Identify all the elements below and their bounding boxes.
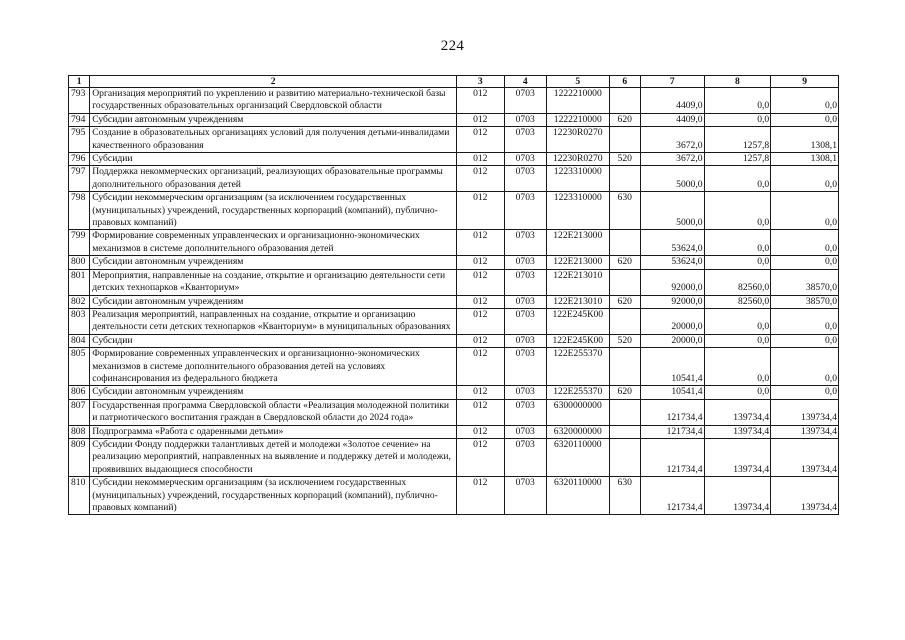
cell-ministry-code: 012 (457, 127, 504, 153)
cell-amount-col-8: 0,0 (704, 308, 771, 334)
cell-ministry-code: 012 (457, 256, 504, 269)
column-header-6: 6 (609, 76, 640, 88)
cell-row-number: 803 (69, 308, 90, 334)
cell-row-number: 805 (69, 348, 90, 386)
table-row (69, 269, 839, 295)
cell-description: Субсидии автономным учреждениям (90, 113, 457, 126)
cell-amount-col-8: 0,0 (704, 192, 771, 230)
cell-target-article: 1222210000 (546, 113, 609, 126)
cell-description: Реализация мероприятий, направленных на создание, открытие и организацию деятельности сети детских технопарков «Кванториум» в муниципальных образованиях (90, 308, 457, 334)
cell-section-code: 0703 (504, 192, 546, 230)
cell-expense-type (609, 399, 640, 425)
cell-amount-col-8: 139734,4 (704, 438, 771, 476)
cell-amount-col-8: 82560,0 (704, 295, 771, 308)
cell-section-code: 0703 (504, 88, 546, 114)
cell-amount-col-8: 0,0 (704, 88, 771, 114)
cell-amount-col-7: 121734,4 (640, 399, 704, 425)
cell-amount-col-9: 0,0 (771, 230, 839, 256)
column-header-8: 8 (704, 76, 771, 88)
table-row (69, 295, 839, 308)
cell-expense-type (609, 127, 640, 153)
cell-ministry-code: 012 (457, 166, 504, 192)
cell-target-article: 122Е245К00 (546, 334, 609, 347)
cell-target-article: 122Е213000 (546, 230, 609, 256)
budget-table (68, 75, 839, 515)
cell-description: Субсидии автономным учреждениям (90, 386, 457, 399)
cell-row-number: 798 (69, 192, 90, 230)
cell-description: Субсидии Фонду поддержки талантливых детей и молодежи «Золотое сечение» на реализацию мероприятий, направленных на выявление и поддержку детей и молодежи, проявивших выдающиеся способности (90, 438, 457, 476)
cell-amount-col-8: 0,0 (704, 256, 771, 269)
cell-amount-col-9: 1308,1 (771, 153, 839, 166)
cell-ministry-code: 012 (457, 386, 504, 399)
cell-ministry-code: 012 (457, 88, 504, 114)
budget-table-container (68, 75, 839, 515)
cell-amount-col-8: 139734,4 (704, 477, 771, 515)
table-row (69, 477, 839, 515)
cell-row-number: 809 (69, 438, 90, 476)
cell-amount-col-9: 1308,1 (771, 127, 839, 153)
table-row (69, 192, 839, 230)
cell-ministry-code: 012 (457, 308, 504, 334)
cell-amount-col-7: 10541,4 (640, 386, 704, 399)
cell-target-article: 6320000000 (546, 425, 609, 438)
table-row (69, 438, 839, 476)
cell-expense-type: 620 (609, 113, 640, 126)
cell-amount-col-8: 0,0 (704, 113, 771, 126)
cell-target-article: 122Е213000 (546, 256, 609, 269)
cell-section-code: 0703 (504, 348, 546, 386)
cell-amount-col-7: 92000,0 (640, 295, 704, 308)
cell-section-code: 0703 (504, 113, 546, 126)
cell-amount-col-8: 1257,8 (704, 127, 771, 153)
table-body (69, 88, 839, 515)
cell-amount-col-7: 121734,4 (640, 477, 704, 515)
cell-description: Субсидии некоммерческим организациям (за исключением государственных (муниципальных) учреждений, государственных корпораций (компаний), публично-правовых компаний) (90, 477, 457, 515)
cell-amount-col-7: 20000,0 (640, 308, 704, 334)
cell-section-code: 0703 (504, 127, 546, 153)
cell-row-number: 797 (69, 166, 90, 192)
cell-row-number: 799 (69, 230, 90, 256)
column-header-5: 5 (546, 76, 609, 88)
cell-amount-col-7: 121734,4 (640, 438, 704, 476)
table-row (69, 230, 839, 256)
cell-ministry-code: 012 (457, 113, 504, 126)
cell-amount-col-8: 139734,4 (704, 399, 771, 425)
cell-section-code: 0703 (504, 399, 546, 425)
cell-description: Формирование современных управленческих и организационно-экономических механизмов в системе дополнительного образования детей (90, 230, 457, 256)
cell-target-article: 122Е213010 (546, 295, 609, 308)
header-row (69, 76, 839, 88)
column-header-9: 9 (771, 76, 839, 88)
cell-ministry-code: 012 (457, 269, 504, 295)
table-row (69, 256, 839, 269)
cell-section-code: 0703 (504, 153, 546, 166)
cell-ministry-code: 012 (457, 334, 504, 347)
cell-row-number: 802 (69, 295, 90, 308)
cell-row-number: 807 (69, 399, 90, 425)
cell-amount-col-9: 0,0 (771, 166, 839, 192)
cell-description: Организация мероприятий по укреплению и развитию материально-технической базы государственных образовательных организаций Свердловской области (90, 88, 457, 114)
cell-expense-type (609, 88, 640, 114)
cell-amount-col-8: 0,0 (704, 386, 771, 399)
cell-expense-type: 620 (609, 295, 640, 308)
cell-ministry-code: 012 (457, 295, 504, 308)
cell-section-code: 0703 (504, 256, 546, 269)
cell-expense-type: 630 (609, 192, 640, 230)
cell-ministry-code: 012 (457, 438, 504, 476)
cell-amount-col-7: 53624,0 (640, 256, 704, 269)
cell-target-article: 1223310000 (546, 166, 609, 192)
cell-row-number: 808 (69, 425, 90, 438)
cell-target-article: 6320110000 (546, 477, 609, 515)
cell-amount-col-9: 0,0 (771, 308, 839, 334)
table-row (69, 153, 839, 166)
cell-description: Поддержка некоммерческих организаций, реализующих образовательные программы дополнительного образования детей (90, 166, 457, 192)
cell-amount-col-7: 4409,0 (640, 113, 704, 126)
table-row (69, 399, 839, 425)
table-row (69, 425, 839, 438)
cell-amount-col-9: 38570,0 (771, 269, 839, 295)
cell-target-article: 122Е255370 (546, 348, 609, 386)
cell-ministry-code: 012 (457, 425, 504, 438)
cell-amount-col-9: 0,0 (771, 386, 839, 399)
column-header-4: 4 (504, 76, 546, 88)
cell-description: Субсидии автономным учреждениям (90, 256, 457, 269)
column-header-3: 3 (457, 76, 504, 88)
cell-section-code: 0703 (504, 334, 546, 347)
cell-section-code: 0703 (504, 269, 546, 295)
cell-expense-type (609, 308, 640, 334)
cell-ministry-code: 012 (457, 399, 504, 425)
cell-expense-type (609, 425, 640, 438)
column-header-2: 2 (90, 76, 457, 88)
cell-amount-col-7: 92000,0 (640, 269, 704, 295)
cell-row-number: 810 (69, 477, 90, 515)
table-row (69, 166, 839, 192)
cell-section-code: 0703 (504, 425, 546, 438)
cell-section-code: 0703 (504, 295, 546, 308)
cell-amount-col-9: 38570,0 (771, 295, 839, 308)
cell-section-code: 0703 (504, 166, 546, 192)
cell-row-number: 795 (69, 127, 90, 153)
table-row (69, 308, 839, 334)
cell-expense-type (609, 230, 640, 256)
cell-description: Субсидии некоммерческим организациям (за исключением государственных (муниципальных) учреждений, государственных корпораций (компаний), публично-правовых компаний) (90, 192, 457, 230)
cell-description: Субсидии (90, 153, 457, 166)
cell-section-code: 0703 (504, 477, 546, 515)
cell-amount-col-9: 0,0 (771, 334, 839, 347)
cell-row-number: 796 (69, 153, 90, 166)
cell-target-article: 122Е213010 (546, 269, 609, 295)
cell-expense-type (609, 166, 640, 192)
cell-amount-col-7: 4409,0 (640, 88, 704, 114)
cell-amount-col-8: 0,0 (704, 166, 771, 192)
cell-amount-col-9: 0,0 (771, 348, 839, 386)
cell-amount-col-7: 3672,0 (640, 127, 704, 153)
cell-section-code: 0703 (504, 438, 546, 476)
cell-row-number: 800 (69, 256, 90, 269)
cell-amount-col-8: 0,0 (704, 348, 771, 386)
cell-amount-col-9: 0,0 (771, 113, 839, 126)
table-row (69, 386, 839, 399)
cell-target-article: 12230R0270 (546, 153, 609, 166)
cell-amount-col-8: 0,0 (704, 334, 771, 347)
cell-row-number: 806 (69, 386, 90, 399)
cell-target-article: 12230R0270 (546, 127, 609, 153)
cell-description: Субсидии автономным учреждениям (90, 295, 457, 308)
cell-row-number: 793 (69, 88, 90, 114)
column-header-1: 1 (69, 76, 90, 88)
cell-amount-col-9: 0,0 (771, 192, 839, 230)
cell-expense-type: 620 (609, 256, 640, 269)
cell-target-article: 122Е245К00 (546, 308, 609, 334)
cell-amount-col-7: 5000,0 (640, 166, 704, 192)
cell-amount-col-8: 82560,0 (704, 269, 771, 295)
cell-target-article: 1223310000 (546, 192, 609, 230)
cell-target-article: 122Е255370 (546, 386, 609, 399)
cell-expense-type: 520 (609, 334, 640, 347)
cell-ministry-code: 012 (457, 192, 504, 230)
cell-amount-col-7: 20000,0 (640, 334, 704, 347)
cell-amount-col-7: 121734,4 (640, 425, 704, 438)
column-header-7: 7 (640, 76, 704, 88)
cell-target-article: 6300000000 (546, 399, 609, 425)
table-row (69, 334, 839, 347)
cell-description: Государственная программа Свердловской области «Реализация молодежной политики и патриотического воспитания граждан в Свердловской области до 2024 года» (90, 399, 457, 425)
cell-target-article: 6320110000 (546, 438, 609, 476)
cell-expense-type: 620 (609, 386, 640, 399)
cell-ministry-code: 012 (457, 348, 504, 386)
cell-description: Формирование современных управленческих и организационно-экономических механизмов в системе дополнительного образования детей на условиях софинансирования из федерального бюджета (90, 348, 457, 386)
cell-amount-col-9: 139734,4 (771, 425, 839, 438)
table-row (69, 127, 839, 153)
cell-section-code: 0703 (504, 230, 546, 256)
cell-row-number: 801 (69, 269, 90, 295)
table-row (69, 113, 839, 126)
cell-amount-col-8: 0,0 (704, 230, 771, 256)
cell-target-article: 1222210000 (546, 88, 609, 114)
cell-amount-col-7: 10541,4 (640, 348, 704, 386)
cell-amount-col-9: 139734,4 (771, 399, 839, 425)
cell-section-code: 0703 (504, 386, 546, 399)
cell-expense-type: 520 (609, 153, 640, 166)
cell-amount-col-7: 53624,0 (640, 230, 704, 256)
cell-expense-type (609, 348, 640, 386)
cell-amount-col-7: 5000,0 (640, 192, 704, 230)
cell-amount-col-9: 0,0 (771, 256, 839, 269)
cell-ministry-code: 012 (457, 477, 504, 515)
cell-ministry-code: 012 (457, 230, 504, 256)
cell-amount-col-7: 3672,0 (640, 153, 704, 166)
cell-amount-col-9: 0,0 (771, 88, 839, 114)
cell-expense-type: 630 (609, 477, 640, 515)
cell-description: Подпрограмма «Работа с одаренными детьми» (90, 425, 457, 438)
cell-section-code: 0703 (504, 308, 546, 334)
cell-expense-type (609, 269, 640, 295)
table-row (69, 348, 839, 386)
cell-amount-col-9: 139734,4 (771, 438, 839, 476)
cell-description: Мероприятия, направленные на создание, открытие и организацию деятельности сети детских технопарков «Кванториум» (90, 269, 457, 295)
cell-row-number: 804 (69, 334, 90, 347)
cell-expense-type (609, 438, 640, 476)
cell-description: Создание в образовательных организациях условий для получения детьми-инвалидами качественного образования (90, 127, 457, 153)
table-row (69, 88, 839, 114)
cell-description: Субсидии (90, 334, 457, 347)
cell-amount-col-8: 1257,8 (704, 153, 771, 166)
cell-row-number: 794 (69, 113, 90, 126)
page-number: 224 (440, 38, 465, 54)
cell-amount-col-8: 139734,4 (704, 425, 771, 438)
cell-amount-col-9: 139734,4 (771, 477, 839, 515)
cell-ministry-code: 012 (457, 153, 504, 166)
